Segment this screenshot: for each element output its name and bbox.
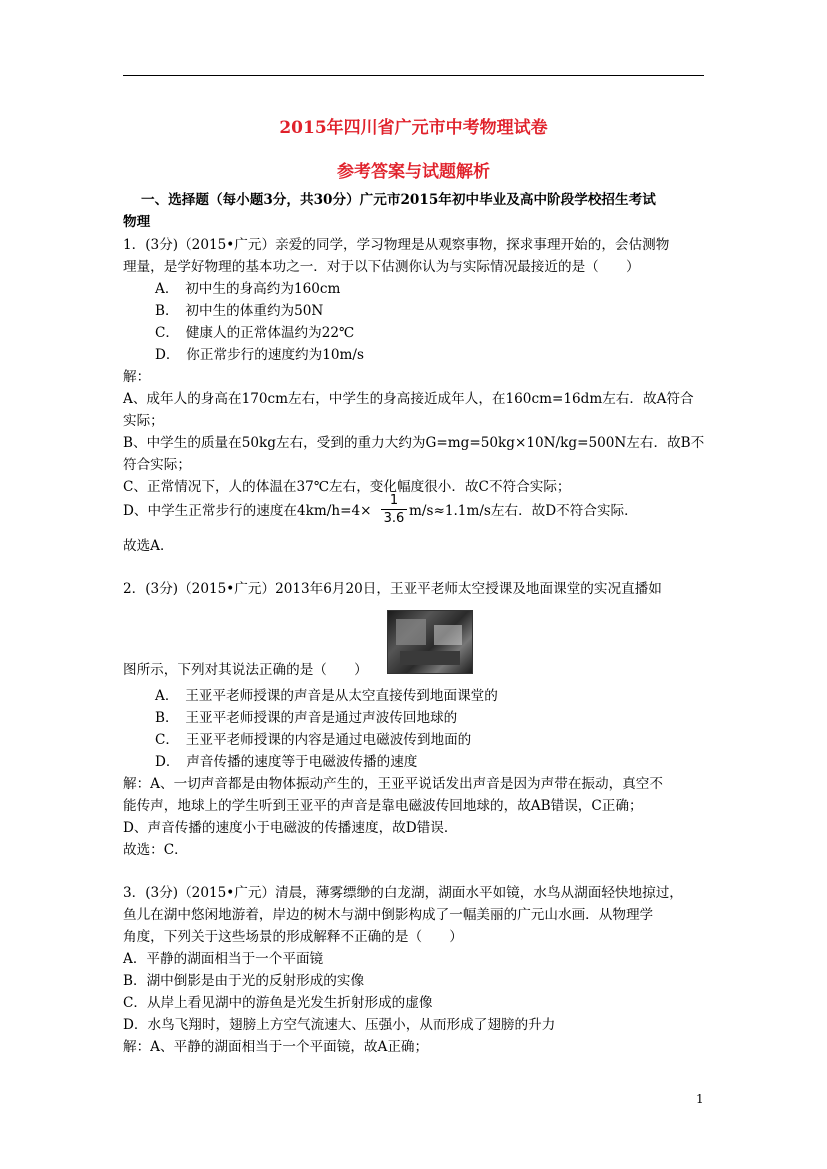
q2-stem: 2．(3分)（2015•广元）2013年6月20日，王亚平老师太空授课及地面课堂的实况直播如 bbox=[123, 581, 662, 597]
q3-option-a: A．平静的湖面相当于一个平面镜 bbox=[123, 951, 324, 967]
q2-solution-d: D、声音传播的速度小于电磁波的传播速度，故D错误． bbox=[123, 820, 458, 836]
section-heading: 一、选择题（每小题3分，共30分）广元市2015年初中毕业及高中阶段学校招生考试 bbox=[141, 192, 656, 208]
classroom-broadcast-photo bbox=[387, 610, 473, 674]
q3-stem-cont1: 鱼儿在湖中悠闲地游着，岸边的树木与湖中倒影构成了一幅美丽的广元山水画．从物理学 bbox=[123, 907, 654, 923]
document-subtitle: 参考答案与试题解析 bbox=[337, 162, 490, 182]
q3-stem-cont2: 角度，下列关于这些场景的形成解释不正确的是（ ） bbox=[123, 929, 463, 945]
q3-option-b: B．湖中倒影是由于光的反射形成的实像 bbox=[123, 973, 365, 989]
q1-option-c: C． 健康人的正常体温约为22℃ bbox=[155, 325, 355, 341]
q1-analysis-b-cont: 符合实际； bbox=[123, 457, 191, 473]
fraction bbox=[381, 493, 407, 526]
header-rule bbox=[123, 75, 704, 76]
section-heading-cont: 物理 bbox=[123, 214, 151, 230]
q3-solution: 解：A、平静的湖面相当于一个平面镜，故A正确； bbox=[123, 1039, 429, 1055]
q1-analysis-a: A、成年人的身高在170cm左右，中学生的身高接近成年人，在160cm=16dm左右．故A符合 bbox=[123, 391, 694, 407]
q1-analysis-b: B、中学生的质量在50kg左右，受到的重力大约为G=mg=50kg×10N/kg=500N左右．故B不 bbox=[123, 435, 705, 451]
q2-stem-cont: 图所示，下列对其说法正确的是（ ） bbox=[123, 662, 368, 678]
page-number: 1 bbox=[696, 1092, 704, 1106]
q2-solution: 解：A、一切声音都是由物体振动产生的，王亚平说话发出声音是因为声带在振动，真空不 bbox=[123, 776, 663, 792]
q2-option-d: D． 声音传播的速度等于电磁波传播的速度 bbox=[155, 754, 418, 770]
q3-option-c: C．从岸上看见湖中的游鱼是光发生折射形成的虚像 bbox=[123, 995, 433, 1011]
q3-option-d: D．水鸟飞翔时，翅膀上方空气流速大、压强小，从而形成了翅膀的升力 bbox=[123, 1017, 556, 1033]
q1-solution-label: 解： bbox=[123, 369, 151, 385]
fraction-denominator: 3.6 bbox=[383, 511, 405, 526]
q2-answer: 故选：C． bbox=[123, 842, 188, 858]
q1-analysis-d-post: m/s≈1.1m/s左右．故D不符合实际． bbox=[409, 503, 638, 519]
fraction-numerator: 1 bbox=[389, 493, 399, 508]
q2-option-b: B． 王亚平老师授课的声音是通过声波传回地球的 bbox=[155, 710, 458, 726]
q2-solution-cont: 能传声，地球上的学生听到王亚平的声音是靠电磁波传回地球的，故AB错误，C正确； bbox=[123, 798, 643, 814]
fraction-bar bbox=[381, 509, 407, 510]
q1-analysis-d-pre: D、中学生正常步行的速度在4km/h=4× bbox=[123, 503, 372, 519]
q3-stem: 3．(3分)（2015•广元）清晨，薄雾缥缈的白龙湖，湖面水平如镜，水鸟从湖面轻快地掠过， bbox=[123, 885, 683, 901]
q1-option-a: A． 初中生的身高约为160cm bbox=[155, 281, 341, 297]
q1-option-b: B． 初中生的体重约为50N bbox=[155, 303, 324, 319]
q1-stem: 1．(3分)（2015•广元）亲爱的同学，学习物理是从观察事物，探求事理开始的，会估测物 bbox=[123, 237, 670, 253]
q1-answer: 故选A． bbox=[123, 538, 174, 554]
q1-option-d: D． 你正常步行的速度约为10m/s bbox=[155, 347, 364, 363]
q1-analysis-c: C、正常情况下，人的体温在37℃左右，变化幅度很小．故C不符合实际； bbox=[123, 479, 571, 495]
q2-option-c: C． 王亚平老师授课的内容是通过电磁波传到地面的 bbox=[155, 732, 472, 748]
document-title: 2015年四川省广元市中考物理试卷 bbox=[279, 118, 548, 138]
q1-analysis-a-cont: 实际； bbox=[123, 413, 164, 429]
q2-option-a: A． 王亚平老师授课的声音是从太空直接传到地面课堂的 bbox=[155, 688, 498, 704]
q1-stem-cont: 理量，是学好物理的基本功之一．对于以下估测你认为与实际情况最接近的是（ ） bbox=[123, 259, 640, 275]
